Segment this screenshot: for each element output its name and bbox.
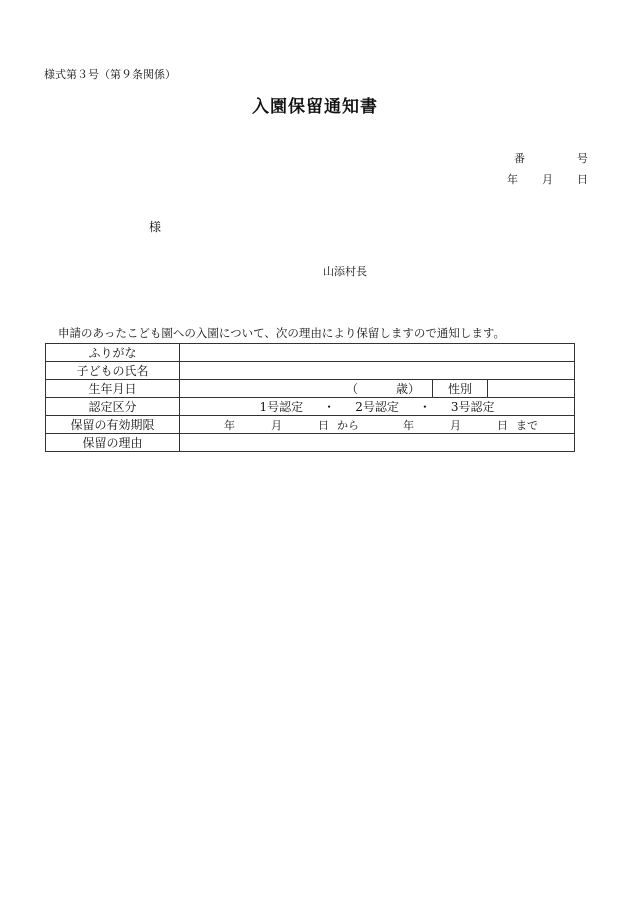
reference-number-suffix: 号 (577, 152, 588, 165)
validity-to-month: 月 (450, 418, 461, 432)
furigana-label: ふりがな (46, 344, 180, 362)
form-number: 様式第３号（第９条関係） (44, 68, 176, 81)
child-name-label: 子どもの氏名 (46, 362, 180, 380)
reference-number-prefix: 番 (514, 152, 525, 165)
age-field (346, 380, 420, 397)
certification-options (180, 398, 575, 416)
certification-separator: ・ (323, 400, 336, 414)
reference-number (514, 150, 588, 166)
row-validity (46, 416, 575, 434)
validity-from-year: 年 (224, 418, 235, 432)
validity-from-day: 日 (318, 418, 329, 432)
issue-date (507, 171, 588, 187)
row-reason (46, 434, 575, 452)
certification-option-1: 1号認定 (259, 400, 304, 414)
age-unit: 歳） (395, 382, 420, 396)
notice-form-table (45, 343, 575, 452)
reason-label: 保留の理由 (46, 434, 180, 452)
validity-from-month: 月 (271, 418, 282, 432)
validity-label: 保留の有効期限 (46, 416, 180, 434)
certification-label: 認定区分 (46, 398, 180, 416)
reason-value (180, 434, 575, 452)
date-day: 日 (577, 173, 588, 186)
furigana-value (180, 344, 575, 362)
certification-option-2: 2号認定 (355, 400, 399, 414)
row-birthdate (46, 380, 575, 398)
row-certification (46, 398, 575, 416)
recipient-honorific: 様 (149, 220, 162, 234)
sex-label: 性別 (433, 380, 488, 398)
sender-name: 山添村長 (323, 265, 367, 278)
birthdate-value (180, 380, 433, 398)
age-open-paren: （ (345, 382, 358, 396)
date-month: 月 (542, 173, 553, 186)
validity-to-year: 年 (403, 418, 414, 432)
document-title: 入園保留通知書 (252, 97, 378, 117)
child-name-value (180, 362, 575, 380)
validity-from-word: から (337, 418, 359, 432)
validity-to-word: まで (516, 418, 538, 432)
row-child-name (46, 362, 575, 380)
certification-separator: ・ (418, 400, 431, 414)
validity-to-day: 日 (497, 418, 508, 432)
certification-option-3: 3号認定 (450, 400, 495, 414)
sex-value (488, 380, 575, 398)
row-furigana (46, 344, 575, 362)
validity-period (180, 416, 575, 434)
notice-text: 申請のあったこども園への入園について、次の理由により保留しますので通知します。 (58, 326, 506, 340)
date-year: 年 (507, 173, 518, 186)
birthdate-label: 生年月日 (46, 380, 180, 398)
